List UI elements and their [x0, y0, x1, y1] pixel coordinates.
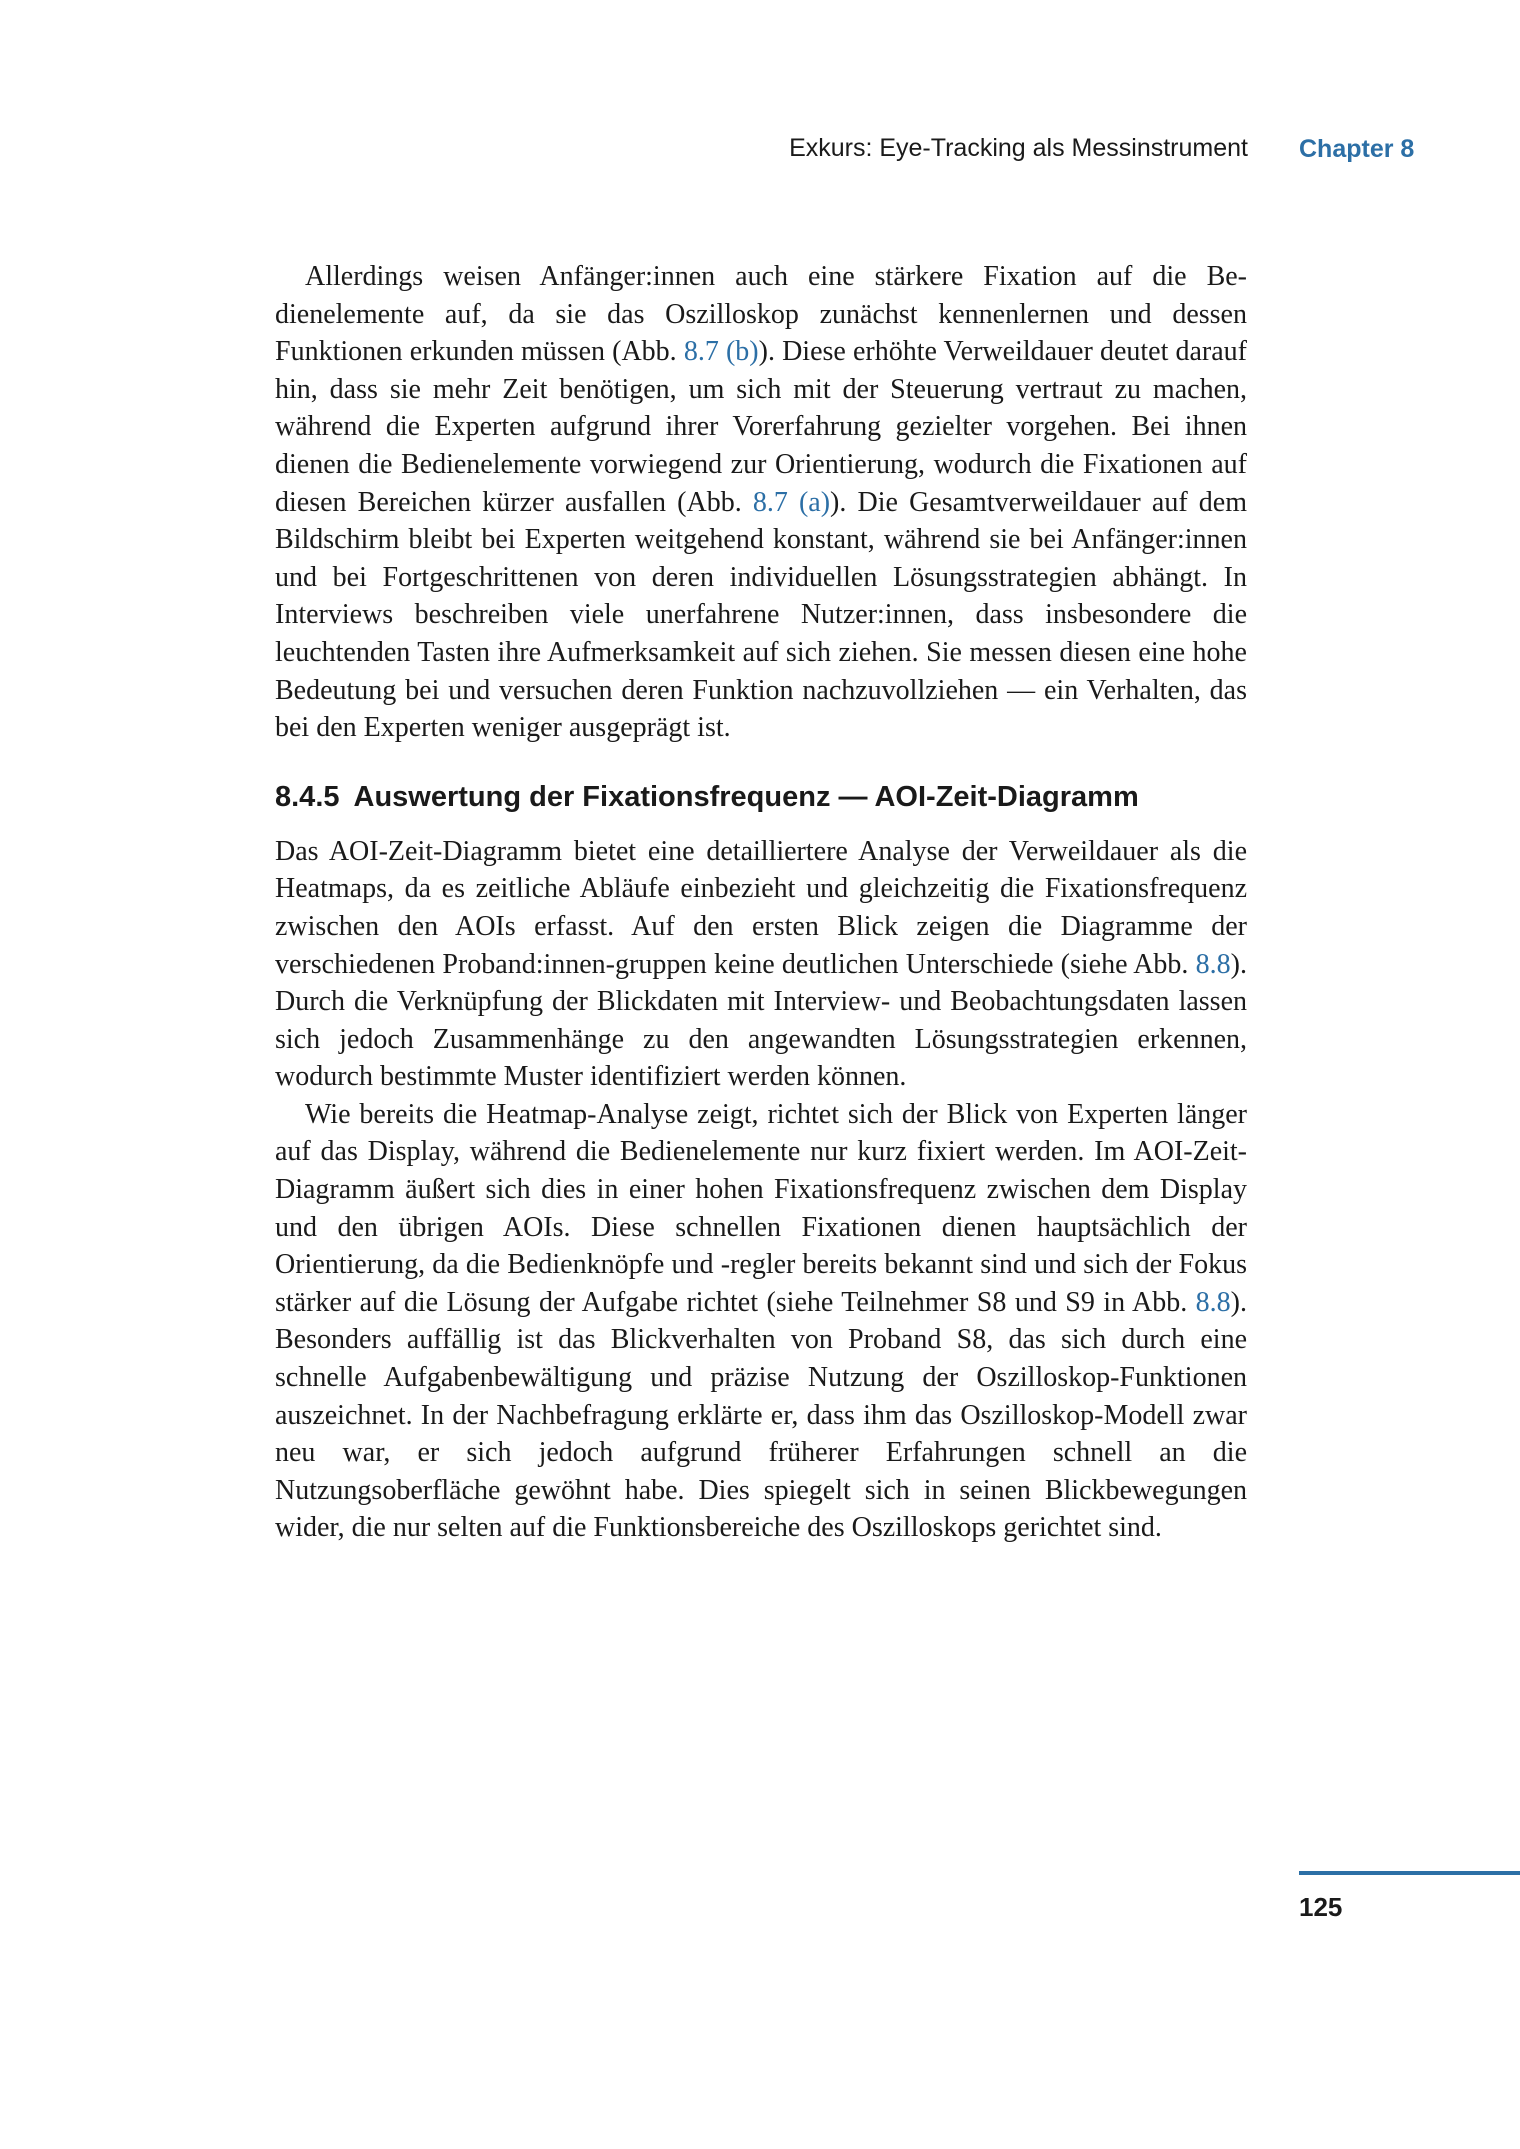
figure-ref-8-7-a[interactable]: 8.7 (a) [752, 486, 831, 518]
running-head-chapter: Chapter 8 [1299, 135, 1415, 163]
figure-ref-8-8[interactable]: 8.8 [1195, 948, 1231, 980]
paragraph-3 [275, 1096, 1247, 1547]
footer-rule [1299, 1871, 1520, 1875]
paragraph-2 [275, 833, 1247, 1096]
page-number: 125 [1299, 1892, 1343, 1922]
section-heading [275, 779, 1247, 815]
section-number: 8.4.5 [275, 780, 340, 813]
running-head-title: Exkurs: Eye-Tracking als Messinstrument [789, 134, 1248, 162]
paragraph-3-text-a: Wie bereits die Heatmap-Analyse zeigt, richtet sich der Blick von Experten länger auf das Display, während die Bedienelemente nur kurz fixiert werden. Im AOI-Zeit-Diagramm äußert sich dies in einer hohen Fixationsfrequenz zwischen dem Display und den übrigen AOIs. Diese schnellen Fixationen dienen hauptsächlich der Orientierung, da die Bedienknöpfe und -regler bereits bekannt sind und sich der Fokus stärker auf die Lösung der Aufgabe richtet (siehe Teilnehmer S8 und S9 in Abb. [275, 1098, 1247, 1318]
paragraph-1-text-a: Allerdings weisen Anfänger:innen auch eine stärkere Fixation auf die Bedienelemente auf, da sie das Oszilloskop zunächst kennenlernen und dessen Funktionen erkunden müssen (Abb. [275, 261, 1247, 368]
section-title: Auswertung der Fixationsfrequenz — AOI-Zeit-Diagramm [353, 780, 1139, 813]
paragraph-2-text-b: ). Durch die Verknüpfung der Blickdaten mit Interview- und Beobachtungsdaten lassen sich jedoch Zusammenhänge zu den angewandten Lösungsstrategien erkennen, wodurch bestimmte Muster identifiziert werden können. [275, 948, 1247, 1093]
paragraph-2-text-a: Das AOI-Zeit-Diagramm bietet eine detailliertere Analyse der Verweildauer als die Heatmaps, da es zeitliche Abläufe einbezieht und gleichzeitig die Fixationsfrequenz zwischen den AOIs erfasst. Auf den ersten Blick zeigen die Diagramme der verschiedenen Proband:innen-gruppen keine deutlichen Unterschiede (siehe Abb. [275, 835, 1247, 980]
paragraph-1 [275, 258, 1247, 747]
figure-ref-8-7-b[interactable]: 8.7 (b) [683, 336, 759, 368]
page-body [275, 258, 1247, 1547]
paragraph-1-text-c: ). Die Gesamtverweildauer auf dem Bildschirm bleibt bei Experten weitgehend konstant, während sie bei Anfänger:innen und bei Fortgeschrittenen von deren individuellen Lösungsstrategien abhängt. In Interviews beschreiben viele unerfahrene Nutzer:innen, dass insbesondere die leuchtenden Tasten ihre Aufmerksamkeit auf sich ziehen. Sie messen diesen eine hohe Bedeutung bei und versuchen deren Funktion nachzuvollziehen — ein Verhalten, das bei den Experten weniger ausgeprägt ist. [275, 486, 1247, 744]
paragraph-3-text-b: ). Besonders auffällig ist das Blickverhalten von Proband S8, das sich durch eine schnelle Aufgabenbewältigung und präzise Nutzung der Oszilloskop-Funktionen auszeichnet. In der Nachbefragung erklärte er, dass ihm das Oszilloskop-Modell zwar neu war, er sich jedoch aufgrund früherer Erfahrungen schnell an die Nutzungsoberfläche gewöhnt habe. Dies spiegelt sich in seinen Blickbewegungen wider, die nur selten auf die Funktionsbereiche des Oszilloskops gerichtet sind. [275, 1286, 1247, 1544]
running-head [0, 134, 1520, 170]
figure-ref-8-8-second[interactable]: 8.8 [1195, 1286, 1231, 1318]
paragraph-1-text-b: ). Diese erhöhte Verweildauer deutet darauf hin, dass sie mehr Zeit benötigen, um sich mit der Steuerung vertraut zu machen, während die Experten aufgrund ihrer Vorerfahrung gezielter vorgehen. Bei ihnen dienen die Bedienelemente vorwiegend zur Orientierung, wodurch die Fixationen auf diesen Bereichen kürzer ausfallen (Abb. [275, 336, 1248, 518]
